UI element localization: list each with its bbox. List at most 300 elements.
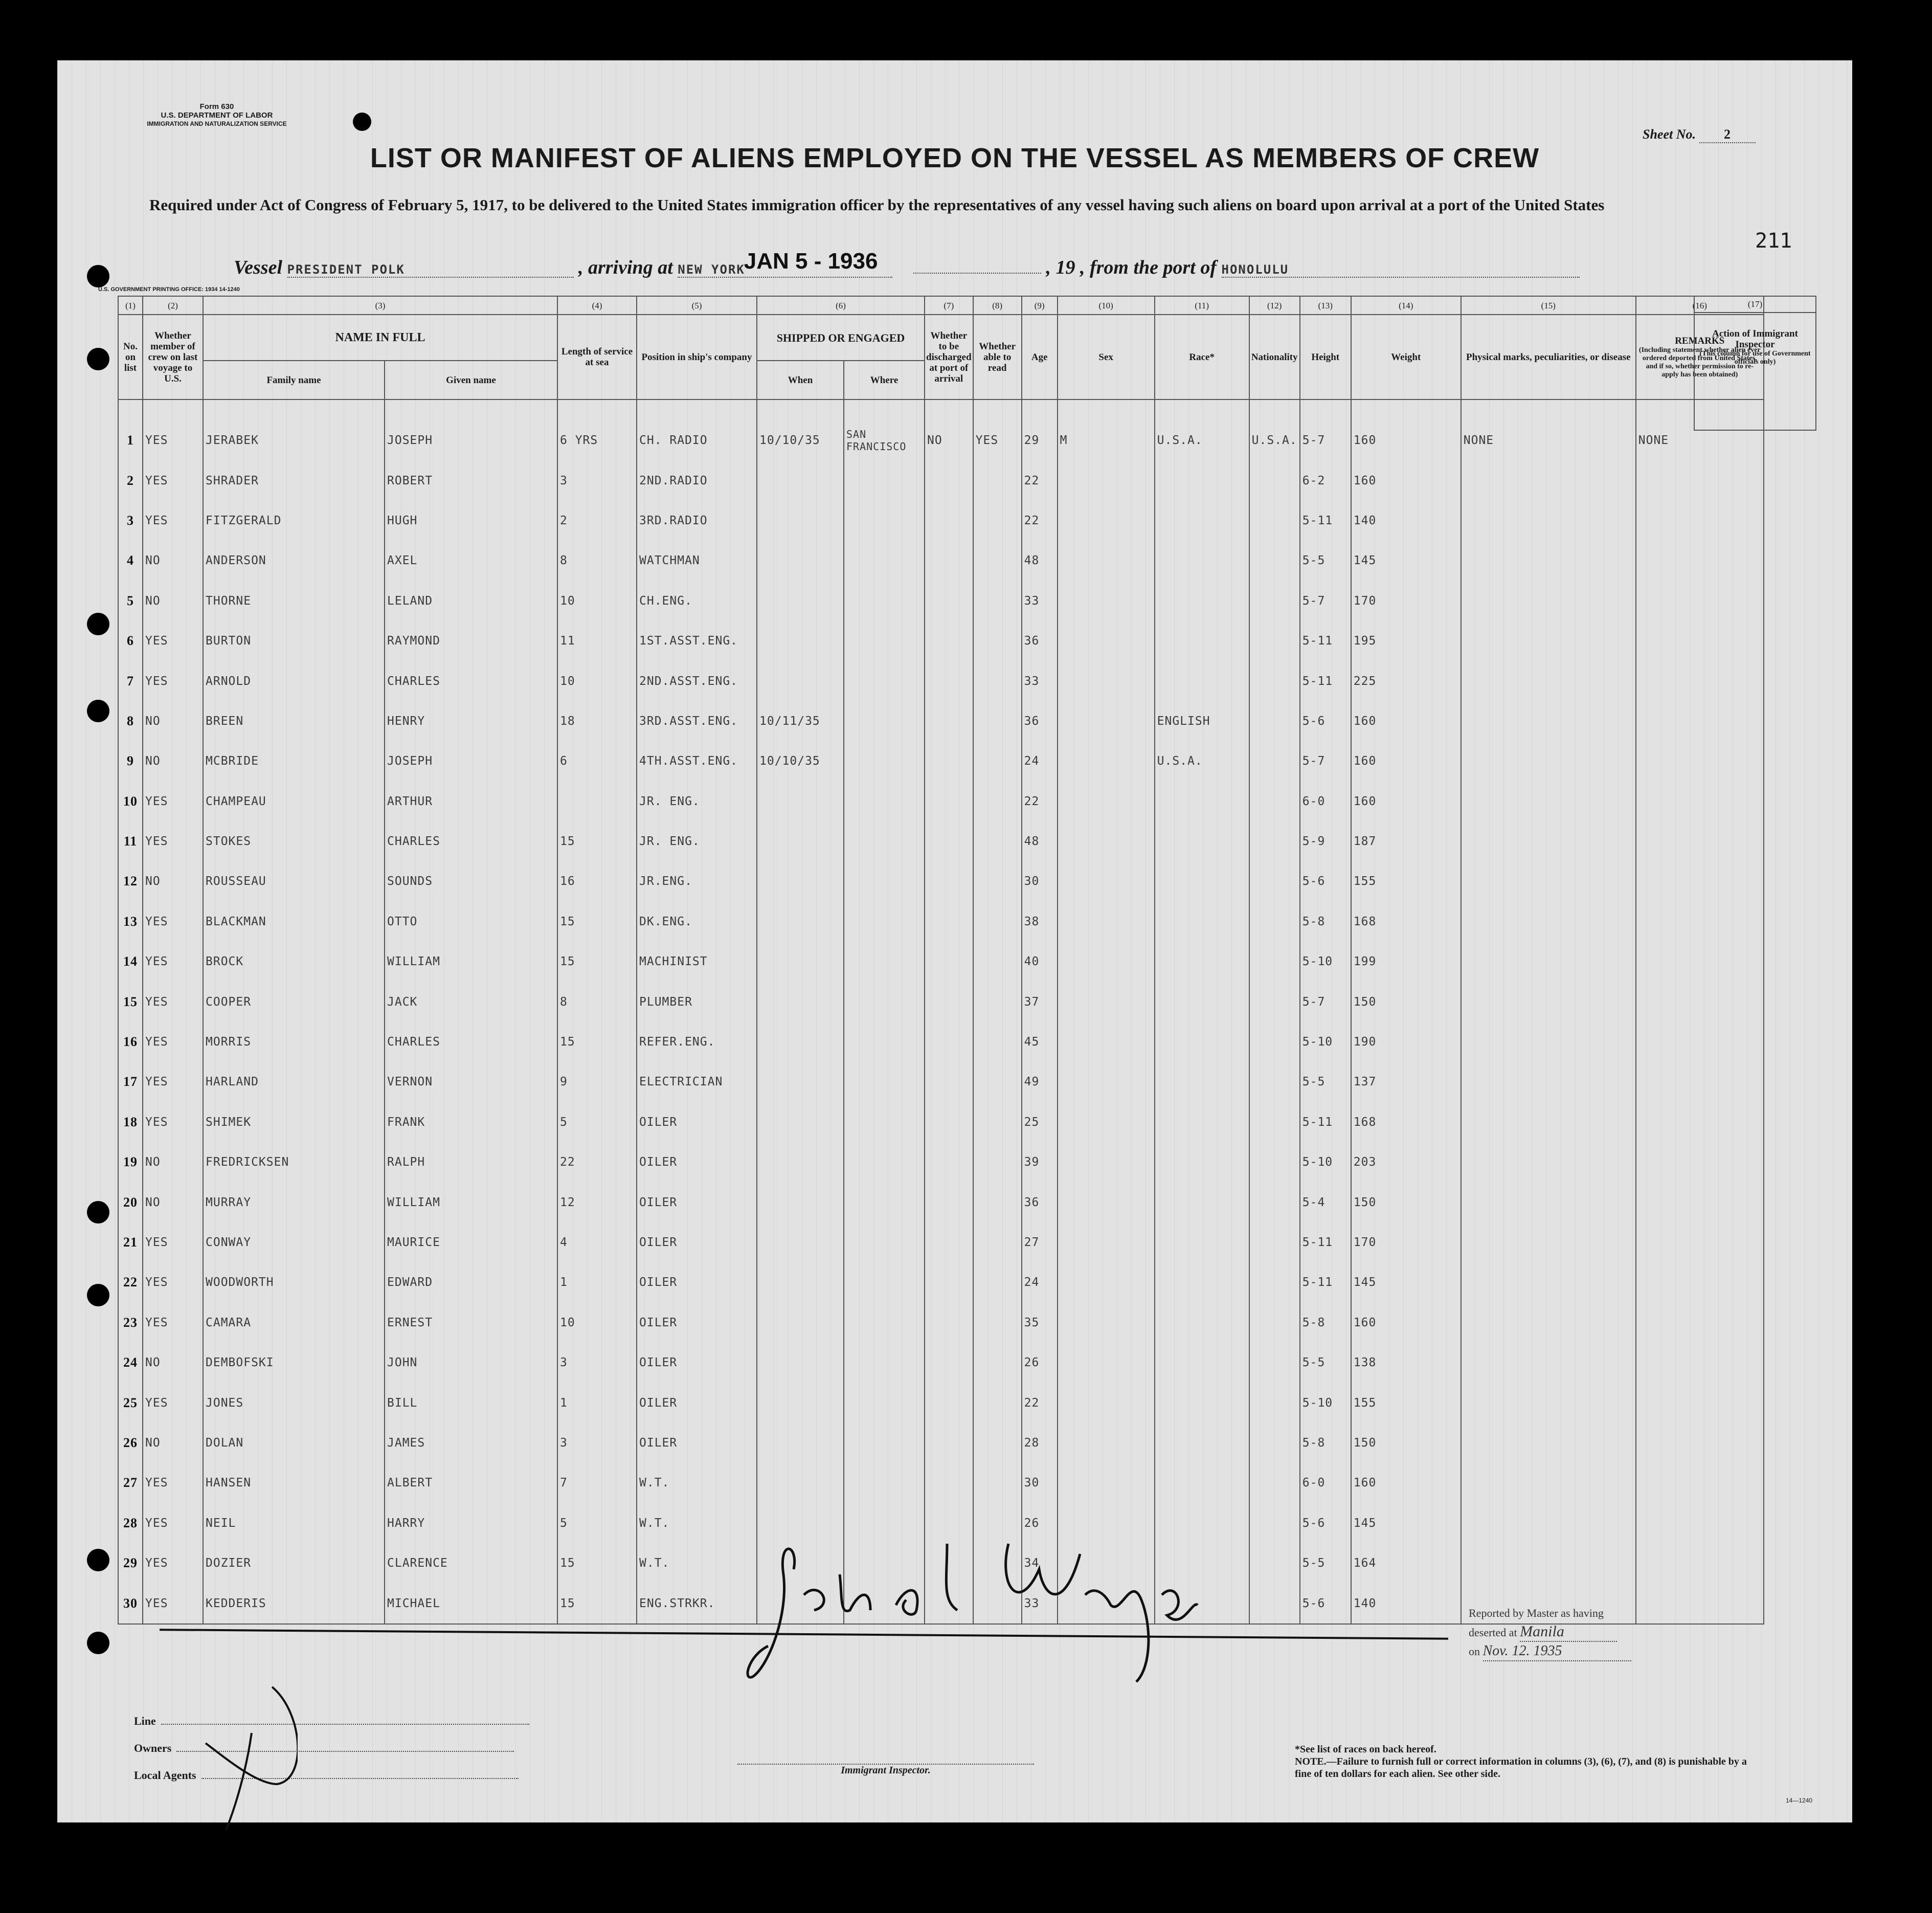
cell-shipped-where [844,1423,925,1463]
cell-sex [1058,1262,1155,1302]
cell-age: 36 [1022,1182,1058,1222]
year-label: , 19 [1046,257,1075,278]
table-row [118,1423,1764,1463]
cell-race [1155,661,1249,701]
col-num-2: (2) [143,296,203,315]
cell-remarks [1636,861,1764,901]
cell-nationality [1249,1303,1300,1343]
cell-race [1155,621,1249,661]
cell-family-name: MCBRIDE [203,741,385,781]
cell-nationality [1249,1583,1300,1623]
cell-remarks [1636,1383,1764,1422]
cell-last-voyage: YES [143,821,203,861]
cell-family-name: THORNE [203,581,385,621]
header-nationality: Nationality [1249,315,1300,399]
row-number: 6 [118,621,143,661]
col-num-6: (6) [757,296,925,315]
cell-nationality [1249,861,1300,901]
cell-shipped-when [757,902,844,942]
punch-hole [87,265,109,287]
row-number: 15 [118,982,143,1021]
cell-length-service [557,782,637,821]
cell-able-read [973,942,1022,982]
cell-length-service: 2 [557,501,637,541]
cell-position: JR. ENG. [637,782,757,821]
cell-physical-marks [1461,782,1636,821]
header-weight: Weight [1351,315,1461,399]
cell-race [1155,1142,1249,1182]
cell-physical-marks [1461,1102,1636,1142]
cell-last-voyage: NO [143,1343,203,1383]
cell-position: ELECTRICIAN [637,1062,757,1102]
cell-nationality [1249,1343,1300,1383]
cell-position: 1ST.ASST.ENG. [637,621,757,661]
cell-discharged [925,460,973,500]
cell-shipped-when: 10/10/35 [757,420,844,460]
cell-shipped-where [844,982,925,1021]
arriving-port: NEW YORK [678,262,892,278]
cell-position: MACHINIST [637,942,757,982]
row-number: 29 [118,1543,143,1583]
cell-given-name: JOSEPH [385,420,557,460]
cell-weight: 160 [1351,782,1461,821]
cell-weight: 168 [1351,1102,1461,1142]
col-num-11: (11) [1155,296,1249,315]
header-able-read: Whether able to read [973,315,1022,399]
cell-shipped-where [844,1062,925,1102]
table-row [118,581,1764,621]
cell-nationality: U.S.A. [1249,420,1300,460]
cell-race [1155,501,1249,541]
table-row [118,902,1764,942]
row-number: 14 [118,942,143,982]
cell-discharged [925,1142,973,1182]
cell-able-read [973,1383,1022,1422]
cell-weight: 160 [1351,1303,1461,1343]
cell-shipped-when [757,1142,844,1182]
cell-given-name: CHARLES [385,661,557,701]
cell-shipped-when [757,1262,844,1302]
cell-length-service: 4 [557,1222,637,1262]
row-number: 26 [118,1423,143,1463]
cell-able-read [973,1022,1022,1062]
cell-age: 22 [1022,460,1058,500]
cell-discharged [925,782,973,821]
cell-shipped-where [844,621,925,661]
cell-weight: 170 [1351,581,1461,621]
cell-able-read [973,1423,1022,1463]
cell-weight: 160 [1351,1463,1461,1503]
cell-given-name: VERNON [385,1062,557,1102]
cell-able-read [973,581,1022,621]
form-code: 14—1240 [1786,1797,1813,1804]
from-port: HONOLULU [1222,262,1580,278]
cell-last-voyage: NO [143,861,203,901]
cell-position: OILER [637,1423,757,1463]
cell-remarks [1636,741,1764,781]
cell-family-name: WOODWORTH [203,1262,385,1302]
cell-physical-marks [1461,621,1636,661]
cell-sex [1058,821,1155,861]
cell-last-voyage: YES [143,1303,203,1343]
cell-sex [1058,1463,1155,1503]
cell-sex [1058,701,1155,741]
row-number: 23 [118,1303,143,1343]
cell-weight: 190 [1351,1022,1461,1062]
cell-last-voyage: YES [143,1463,203,1503]
cell-last-voyage: NO [143,741,203,781]
cell-remarks: NONE [1636,420,1764,460]
cell-position: 2ND.ASST.ENG. [637,661,757,701]
cell-weight: 150 [1351,1182,1461,1222]
cell-last-voyage: YES [143,1262,203,1302]
cell-sex [1058,942,1155,982]
cell-shipped-where [844,1303,925,1343]
cell-height: 5-7 [1300,420,1351,460]
cell-family-name: DEMBOFSKI [203,1343,385,1383]
punch-hole [353,113,371,131]
cell-able-read [973,460,1022,500]
arriving-label: , arriving at [578,257,673,278]
table-row [118,982,1764,1021]
cell-shipped-where [844,1463,925,1503]
header-position: Position in ship's company [637,315,757,399]
cell-family-name: BROCK [203,942,385,982]
row-number: 3 [118,501,143,541]
cell-length-service: 15 [557,902,637,942]
cell-able-read [973,621,1022,661]
row-number: 28 [118,1503,143,1543]
cell-discharged [925,501,973,541]
cell-physical-marks [1461,741,1636,781]
crew-rows [118,399,1764,1624]
cell-length-service: 3 [557,460,637,500]
cell-discharged [925,1222,973,1262]
cell-last-voyage: YES [143,420,203,460]
cell-discharged [925,1343,973,1383]
cell-given-name: BILL [385,1383,557,1422]
cell-shipped-where [844,1383,925,1422]
cell-family-name: MURRAY [203,1182,385,1222]
cell-position: 2ND.RADIO [637,460,757,500]
cell-able-read [973,1343,1022,1383]
cell-family-name: FREDRICKSEN [203,1142,385,1182]
cell-race [1155,1062,1249,1102]
cell-race [1155,1423,1249,1463]
cell-shipped-when [757,501,844,541]
cell-age: 49 [1022,1062,1058,1102]
footer-fields [134,1707,529,1789]
cell-given-name: JOHN [385,1343,557,1383]
cell-family-name: CHAMPEAU [203,782,385,821]
col-num-3: (3) [203,296,557,315]
cell-sex: M [1058,420,1155,460]
cell-discharged [925,661,973,701]
cell-last-voyage: NO [143,1142,203,1182]
cell-height: 5-11 [1300,661,1351,701]
cell-given-name: JACK [385,982,557,1021]
sheet-number [1643,127,1756,143]
cell-position: W.T. [637,1543,757,1583]
table-row [118,942,1764,982]
cell-sex [1058,1303,1155,1343]
cell-sex [1058,902,1155,942]
cell-last-voyage: YES [143,782,203,821]
header-discharged: Whether to be discharged at port of arrival [925,315,973,399]
cell-height: 5-5 [1300,1543,1351,1583]
manifest-sheet [57,60,1852,1822]
col-num-10: (10) [1058,296,1155,315]
cell-remarks [1636,782,1764,821]
cell-age: 48 [1022,821,1058,861]
row-number: 17 [118,1062,143,1102]
cell-age: 26 [1022,1503,1058,1543]
cell-physical-marks [1461,1463,1636,1503]
cell-height: 5-6 [1300,1583,1351,1623]
table-row [118,1182,1764,1222]
table-row [118,861,1764,901]
cell-family-name: ARNOLD [203,661,385,701]
cell-length-service: 8 [557,541,637,581]
row-number: 13 [118,902,143,942]
cell-shipped-where [844,1022,925,1062]
cell-family-name: CAMARA [203,1303,385,1343]
cell-age: 30 [1022,861,1058,901]
footer-agents-label: Local Agents [134,1769,196,1782]
cell-family-name: MORRIS [203,1022,385,1062]
desertion-on-label: on [1469,1645,1480,1658]
cell-length-service: 10 [557,1303,637,1343]
cell-able-read [973,1182,1022,1222]
remarks-title: REMARKS [1675,335,1725,346]
cell-physical-marks [1461,1383,1636,1422]
cell-nationality [1249,821,1300,861]
cell-weight: 160 [1351,701,1461,741]
cell-age: 38 [1022,902,1058,942]
cell-shipped-when: 10/11/35 [757,701,844,741]
cell-weight: 155 [1351,861,1461,901]
cell-length-service: 12 [557,1182,637,1222]
cell-family-name: ANDERSON [203,541,385,581]
cell-nationality [1249,1262,1300,1302]
cell-age: 39 [1022,1142,1058,1182]
cell-physical-marks [1461,1142,1636,1182]
cell-age: 36 [1022,701,1058,741]
col-num-9: (9) [1022,296,1058,315]
cell-length-service: 3 [557,1423,637,1463]
cell-height: 5-6 [1300,701,1351,741]
cell-sex [1058,861,1155,901]
cell-nationality [1249,1182,1300,1222]
cell-race [1155,1343,1249,1383]
table-row [118,541,1764,581]
cell-last-voyage: YES [143,1062,203,1102]
cell-race [1155,782,1249,821]
department-name: U.S. DEPARTMENT OF LABOR [161,111,273,120]
cell-shipped-where [844,782,925,821]
header-where: Where [844,361,925,399]
cell-remarks [1636,1503,1764,1543]
row-number: 2 [118,460,143,500]
cell-shipped-when [757,861,844,901]
cell-physical-marks [1461,1182,1636,1222]
cell-shipped-where [844,501,925,541]
cell-physical-marks [1461,501,1636,541]
cell-shipped-when [757,1383,844,1422]
cell-given-name: EDWARD [385,1262,557,1302]
cell-remarks [1636,1062,1764,1102]
cell-height: 5-11 [1300,501,1351,541]
cell-remarks [1636,581,1764,621]
cell-height: 6-0 [1300,782,1351,821]
cell-remarks [1636,460,1764,500]
form-number: Form 630 [199,102,234,111]
footer-notes [1295,1743,1755,1780]
cell-sex [1058,1142,1155,1182]
cell-able-read [973,1102,1022,1142]
cell-discharged [925,982,973,1021]
cell-given-name: MICHAEL [385,1583,557,1623]
cell-shipped-where [844,1222,925,1262]
footer-owners-label: Owners [134,1742,172,1754]
cell-race: ENGLISH [1155,701,1249,741]
cell-remarks [1636,661,1764,701]
cell-discharged [925,701,973,741]
cell-discharged [925,1262,973,1302]
header-length-service: Length of service at sea [557,315,637,399]
cell-remarks [1636,1343,1764,1383]
col-num-1: (1) [118,296,143,315]
cell-sex [1058,1182,1155,1222]
cell-physical-marks [1461,821,1636,861]
cell-race [1155,1222,1249,1262]
cell-race [1155,1182,1249,1222]
cell-able-read [973,701,1022,741]
punch-hole [87,1549,109,1571]
cell-weight: 140 [1351,1583,1461,1623]
cell-remarks [1636,1583,1764,1623]
cell-remarks [1636,1423,1764,1463]
cell-shipped-when [757,1062,844,1102]
cell-position: OILER [637,1383,757,1422]
cell-physical-marks [1461,1503,1636,1543]
cell-remarks [1636,1543,1764,1583]
punch-hole [87,700,109,722]
cell-able-read [973,741,1022,781]
service-name: IMMIGRATION AND NATURALIZATION SERVICE [147,120,287,127]
cell-age: 30 [1022,1463,1058,1503]
table-row [118,621,1764,661]
cell-able-read [973,1142,1022,1182]
cell-position: WATCHMAN [637,541,757,581]
cell-height: 5-5 [1300,541,1351,581]
cell-remarks [1636,1142,1764,1182]
cell-family-name: JERABEK [203,420,385,460]
cell-discharged [925,1303,973,1343]
cell-family-name: SHRADER [203,460,385,500]
races-note: *See list of races on back hereof. [1295,1744,1436,1755]
header-shipped: SHIPPED OR ENGAGED [757,315,925,361]
cell-age: 48 [1022,541,1058,581]
cell-remarks [1636,621,1764,661]
cell-age: 40 [1022,942,1058,982]
cell-physical-marks [1461,902,1636,942]
cell-nationality [1249,460,1300,500]
desertion-note [1469,1604,1631,1661]
cell-position: W.T. [637,1463,757,1503]
header-given-name: Given name [385,361,557,399]
cell-length-service: 16 [557,861,637,901]
table-row [118,1262,1764,1302]
cell-length-service: 15 [557,1543,637,1583]
cell-weight: 199 [1351,942,1461,982]
cell-length-service: 10 [557,661,637,701]
table-row [118,1062,1764,1102]
cell-family-name: COOPER [203,982,385,1021]
cell-position: ENG.STRKR. [637,1583,757,1623]
cell-last-voyage: YES [143,982,203,1021]
cell-shipped-where [844,942,925,982]
cell-last-voyage: YES [143,1583,203,1623]
cell-length-service: 5 [557,1102,637,1142]
cell-physical-marks: NONE [1461,420,1636,460]
page-title: LIST OR MANIFEST OF ALIENS EMPLOYED ON THE VESSEL AS MEMBERS OF CREW [370,143,1540,173]
col-num-4: (4) [557,296,637,315]
cell-remarks [1636,821,1764,861]
cell-shipped-where [844,821,925,861]
cell-shipped-where [844,1182,925,1222]
cell-race: U.S.A. [1155,420,1249,460]
cell-given-name: ALBERT [385,1463,557,1503]
cell-sex [1058,1022,1155,1062]
cell-shipped-where [844,1343,925,1383]
cell-physical-marks [1461,661,1636,701]
cell-race [1155,1383,1249,1422]
cell-age: 29 [1022,420,1058,460]
cell-age: 33 [1022,581,1058,621]
cell-discharged [925,581,973,621]
table-row [118,501,1764,541]
cell-shipped-when [757,1423,844,1463]
cell-weight: 203 [1351,1142,1461,1182]
cell-discharged [925,621,973,661]
cell-last-voyage: NO [143,541,203,581]
cell-sex [1058,1222,1155,1262]
cell-length-service: 8 [557,982,637,1021]
cell-shipped-when [757,1182,844,1222]
row-number: 4 [118,541,143,581]
cell-remarks [1636,501,1764,541]
cell-shipped-where: SAN FRANCISCO [844,420,925,460]
cell-shipped-when [757,1022,844,1062]
cell-nationality [1249,902,1300,942]
cell-physical-marks [1461,1222,1636,1262]
cell-age: 22 [1022,782,1058,821]
header-when: When [757,361,844,399]
table-row [118,1463,1764,1503]
cell-weight: 225 [1351,661,1461,701]
cell-discharged [925,541,973,581]
cell-given-name: JOSEPH [385,741,557,781]
cell-height: 5-8 [1300,902,1351,942]
cell-shipped-when [757,1303,844,1343]
cell-able-read [973,501,1022,541]
desertion-deserted-label: deserted at [1469,1626,1517,1639]
desertion-place: Manila [1520,1622,1617,1642]
cell-shipped-when [757,942,844,982]
sheet-label: Sheet No. [1643,127,1696,142]
cell-position: OILER [637,1102,757,1142]
